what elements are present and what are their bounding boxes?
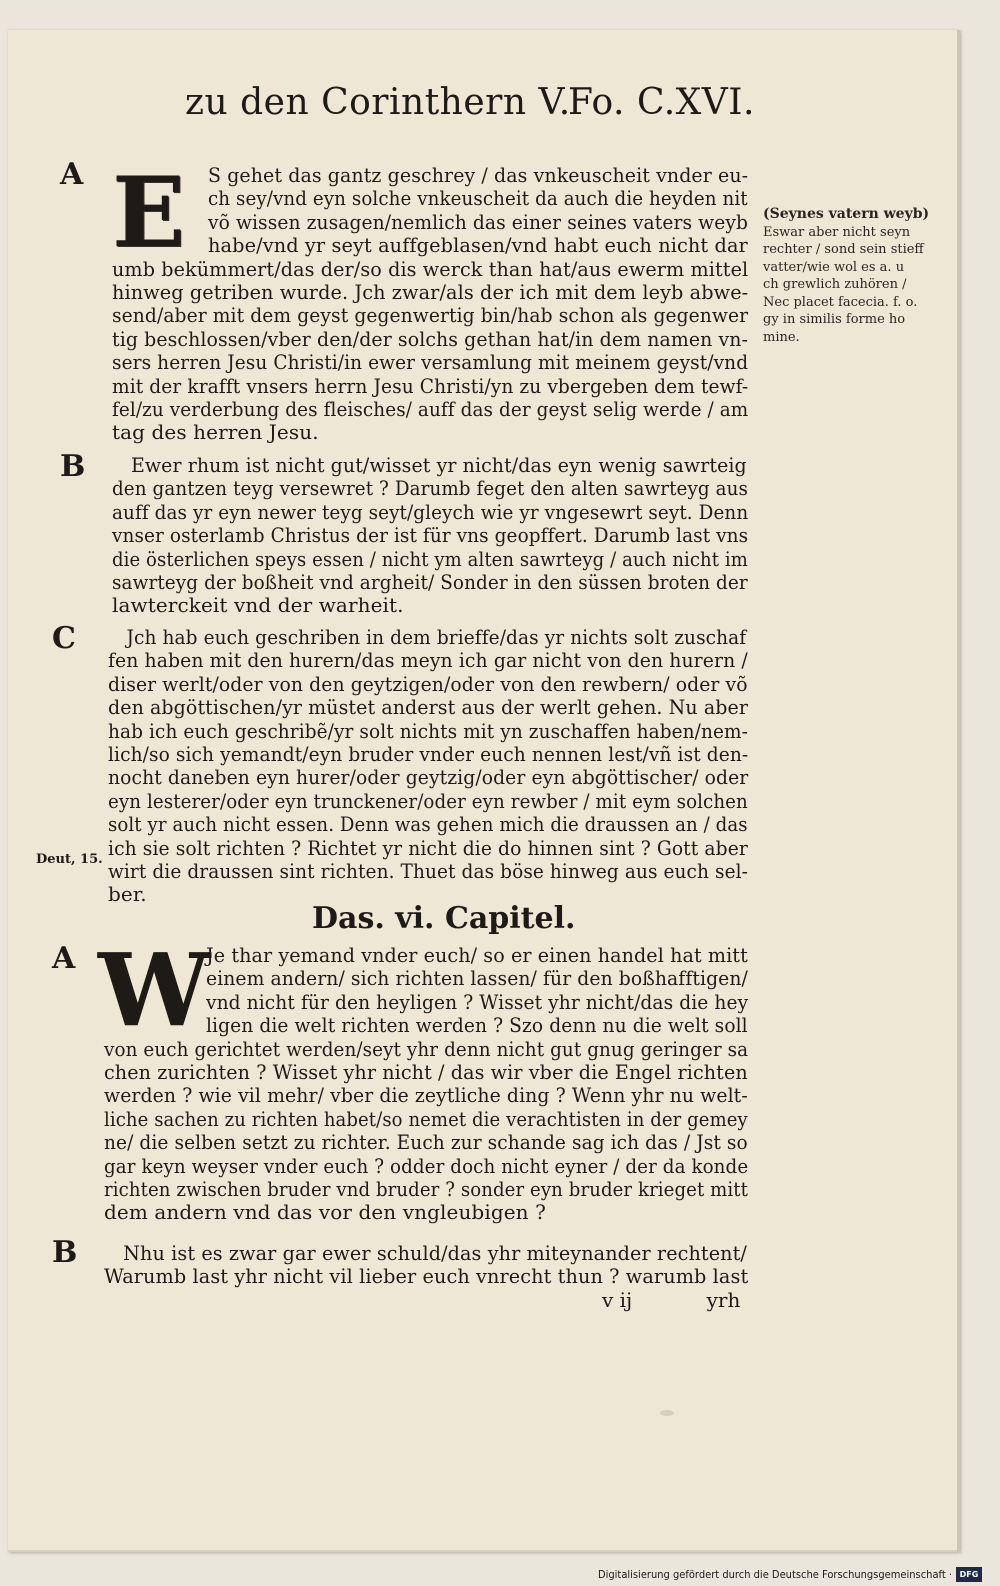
text-line: die österlichen speys essen / nicht ym alten sawrteyg / auch nicht im <box>112 546 748 571</box>
signature-mark: v ij <box>602 1288 633 1312</box>
gloss-line: Nec placet facecia. f. o. <box>763 294 918 310</box>
gloss-line: rechter / sond sein stieff <box>763 242 924 257</box>
paper-smudge <box>660 1410 674 1416</box>
text-line: eyn lesterer/oder eyn trunckener/oder eyn rewber / mit eym solchen <box>108 788 748 813</box>
text-line: Jch hab euch geschriben in dem brieffe/das yr nichts solt zuschaf <box>126 625 747 649</box>
text-line: Warumb last yhr nicht vil lieber euch vnrecht thun ? warumb last <box>104 1264 749 1289</box>
marginal-gloss <box>763 206 935 346</box>
margin-mark-b: B <box>60 449 86 484</box>
text-line: fen haben mit den hurern/das meyn ich gar nicht von den hurern / <box>108 648 748 673</box>
text-line: ne/ die selben setzt zu richter. Euch zur schande sag ich das / Jst so <box>104 1130 748 1155</box>
text-line: tig beschlossen/vber den/der solchs gethan hat/in dem namen vn- <box>112 326 749 351</box>
scripture-reference: Deut, 15. <box>36 852 103 867</box>
text-line: lich/so sich yemandt/eyn bruder vnder euch nennen lest/vñ ist den- <box>108 741 749 766</box>
text-line: den gantzen teyg versewret ? Darumb feget den alten sawrteyg aus <box>112 476 748 501</box>
text-line: hab ich euch geschribẽ/yr solt nichts mit yn zuschaffen haben/nem- <box>108 718 748 743</box>
text-line: lawterckeit vnd der warheit. <box>112 593 404 618</box>
decorated-initial-e: E <box>112 156 186 269</box>
text-line: umb bekümmert/das der/so dis werck than hat/aus ewerm mittel <box>112 256 749 281</box>
running-head-left: zu den Corinthern V. <box>185 82 571 123</box>
text-line: ich sie solt richten ? Richtet yr nicht die do hinnen sint ? Gott aber <box>108 835 748 860</box>
catchword: yrh <box>706 1288 741 1312</box>
text-line: Je thar yemand vnder euch/ so er einen handel hat mitt <box>206 943 748 967</box>
text-line: den abgöttischen/yr müstet anderst aus der werlt gehen. Nu aber <box>108 695 748 720</box>
gloss-line: ch grewlich zuhören / <box>763 277 907 292</box>
text-line: von euch gerichtet werden/seyt yhr denn nicht gut gnug geringer sa <box>104 1036 749 1061</box>
text-line: dem andern vnd das vor den vngleubigen ? <box>104 1200 546 1225</box>
text-line: võ wissen zusagen/nemlich das einer seines vaters weyb <box>208 209 748 234</box>
text-line: sawrteyg der boßheit vnd argheit/ Sonder in den süssen broten der <box>112 569 748 594</box>
text-line: S gehet das gantz geschrey / das vnkeuscheit vnder eu- <box>208 163 749 187</box>
text-line: gar keyn weyser vnder euch ? odder doch nicht eyner / der da konde <box>104 1153 749 1178</box>
paragraph-3 <box>108 626 813 907</box>
paragraph-4-indented <box>206 944 789 1038</box>
text-line: fel/zu verderbung des fleisches/ auff das der geyst selig werde / am <box>112 396 749 421</box>
text-line: diser werlt/oder von den geytzigen/oder von den rewbern/ oder võ <box>108 671 748 696</box>
dfg-logo-icon: DFG <box>956 1567 982 1582</box>
text-line: habe/vnd yr seyt auffgeblasen/vnd habt euch nicht dar <box>208 233 748 258</box>
text-line: auff das yr eyn newer teyg seyt/gleych wie yr vngesewrt seyt. Denn <box>112 499 749 524</box>
text-line: ligen die welt richten werden ? Szo denn nu die welt soll <box>206 1013 748 1038</box>
text-line: liche sachen zu richten habet/so nemet die verachtisten in der gemey <box>104 1106 748 1131</box>
chapter-heading: Das. vi. Capitel. <box>312 901 576 936</box>
margin-mark-a: A <box>60 157 84 192</box>
text-line: Nhu ist es zwar gar ewer schuld/das yhr miteynander rechtent/ <box>123 1241 747 1265</box>
text-line: vnd nicht für den heyligen ? Wisset yhr nicht/das die hey <box>206 989 749 1014</box>
paragraph-5 <box>104 1242 774 1289</box>
gloss-line: Eswar aber nicht seyn <box>763 224 911 240</box>
text-line: hinweg getriben wurde. Jch zwar/als der ich mit dem leyb abwe- <box>112 279 749 304</box>
text-line: wirt die draussen sint richten. Thuet das böse hinweg aus euch sel- <box>108 858 748 883</box>
text-line: vnser osterlamb Christus der ist für vns geopffert. Darumb last vns <box>112 523 749 548</box>
text-line: nocht daneben eyn hurer/oder geytzig/oder eyn abgöttischer/ oder <box>108 765 749 790</box>
text-line: Ewer rhum ist nicht gut/wisset yr nicht/das eyn wenig sawrteig <box>130 453 747 477</box>
paragraph-1-body <box>112 258 804 445</box>
text-line: ch sey/vnd eyn solche vnkeuscheit da auch die heyden nit <box>208 186 748 211</box>
decorated-initial-w: W <box>98 931 211 1049</box>
running-head-folio: Fo. C.XVI. <box>568 82 755 123</box>
text-line: sers herren Jesu Christi/in ewer versamlung mit meinem geyst/vnd <box>112 350 749 375</box>
text-line: einem andern/ sich richten lassen/ für den boßhafftigen/ <box>206 966 748 991</box>
paragraph-2 <box>112 454 818 618</box>
text-line: ber. <box>108 882 147 907</box>
gloss-line: mine. <box>763 329 800 345</box>
text-line: richten zwischen bruder vnd bruder ? sonder eyn bruder krieget mitt <box>104 1176 749 1201</box>
gloss-line: (Seynes vatern weyb) <box>763 206 930 222</box>
funding-footer: Digitalisierung gefördert durch die Deutsche Forschungsgemeinschaft · <box>598 1568 953 1581</box>
margin-mark-a-2: A <box>52 941 76 976</box>
text-line: chen zurichten ? Wisset yhr nicht / das wir vber die Engel richten <box>104 1059 748 1084</box>
text-line: mit der krafft vnsers herrn Jesu Christi/yn zu vbergeben dem tewf- <box>112 373 749 398</box>
paragraph-1-indented <box>208 164 800 258</box>
paragraph-4-body <box>104 1038 818 1225</box>
margin-mark-b-2: B <box>52 1235 78 1270</box>
margin-mark-c: C <box>52 621 76 656</box>
gloss-line: gy in similis forme ho <box>763 312 906 327</box>
text-line: tag des herren Jesu. <box>112 420 319 445</box>
catchwords <box>602 1288 740 1312</box>
text-line: solt yr auch nicht essen. Denn was gehen mich die draussen an / das <box>108 812 748 837</box>
gloss-line: vatter/wie wol es a. u <box>763 259 905 275</box>
text-line: send/aber mit dem geyst gegenwertig bin/hab schon als gegenwer <box>112 303 749 328</box>
text-line: werden ? wie vil mehr/ vber die zeytliche ding ? Wenn yhr nu welt- <box>104 1083 748 1108</box>
